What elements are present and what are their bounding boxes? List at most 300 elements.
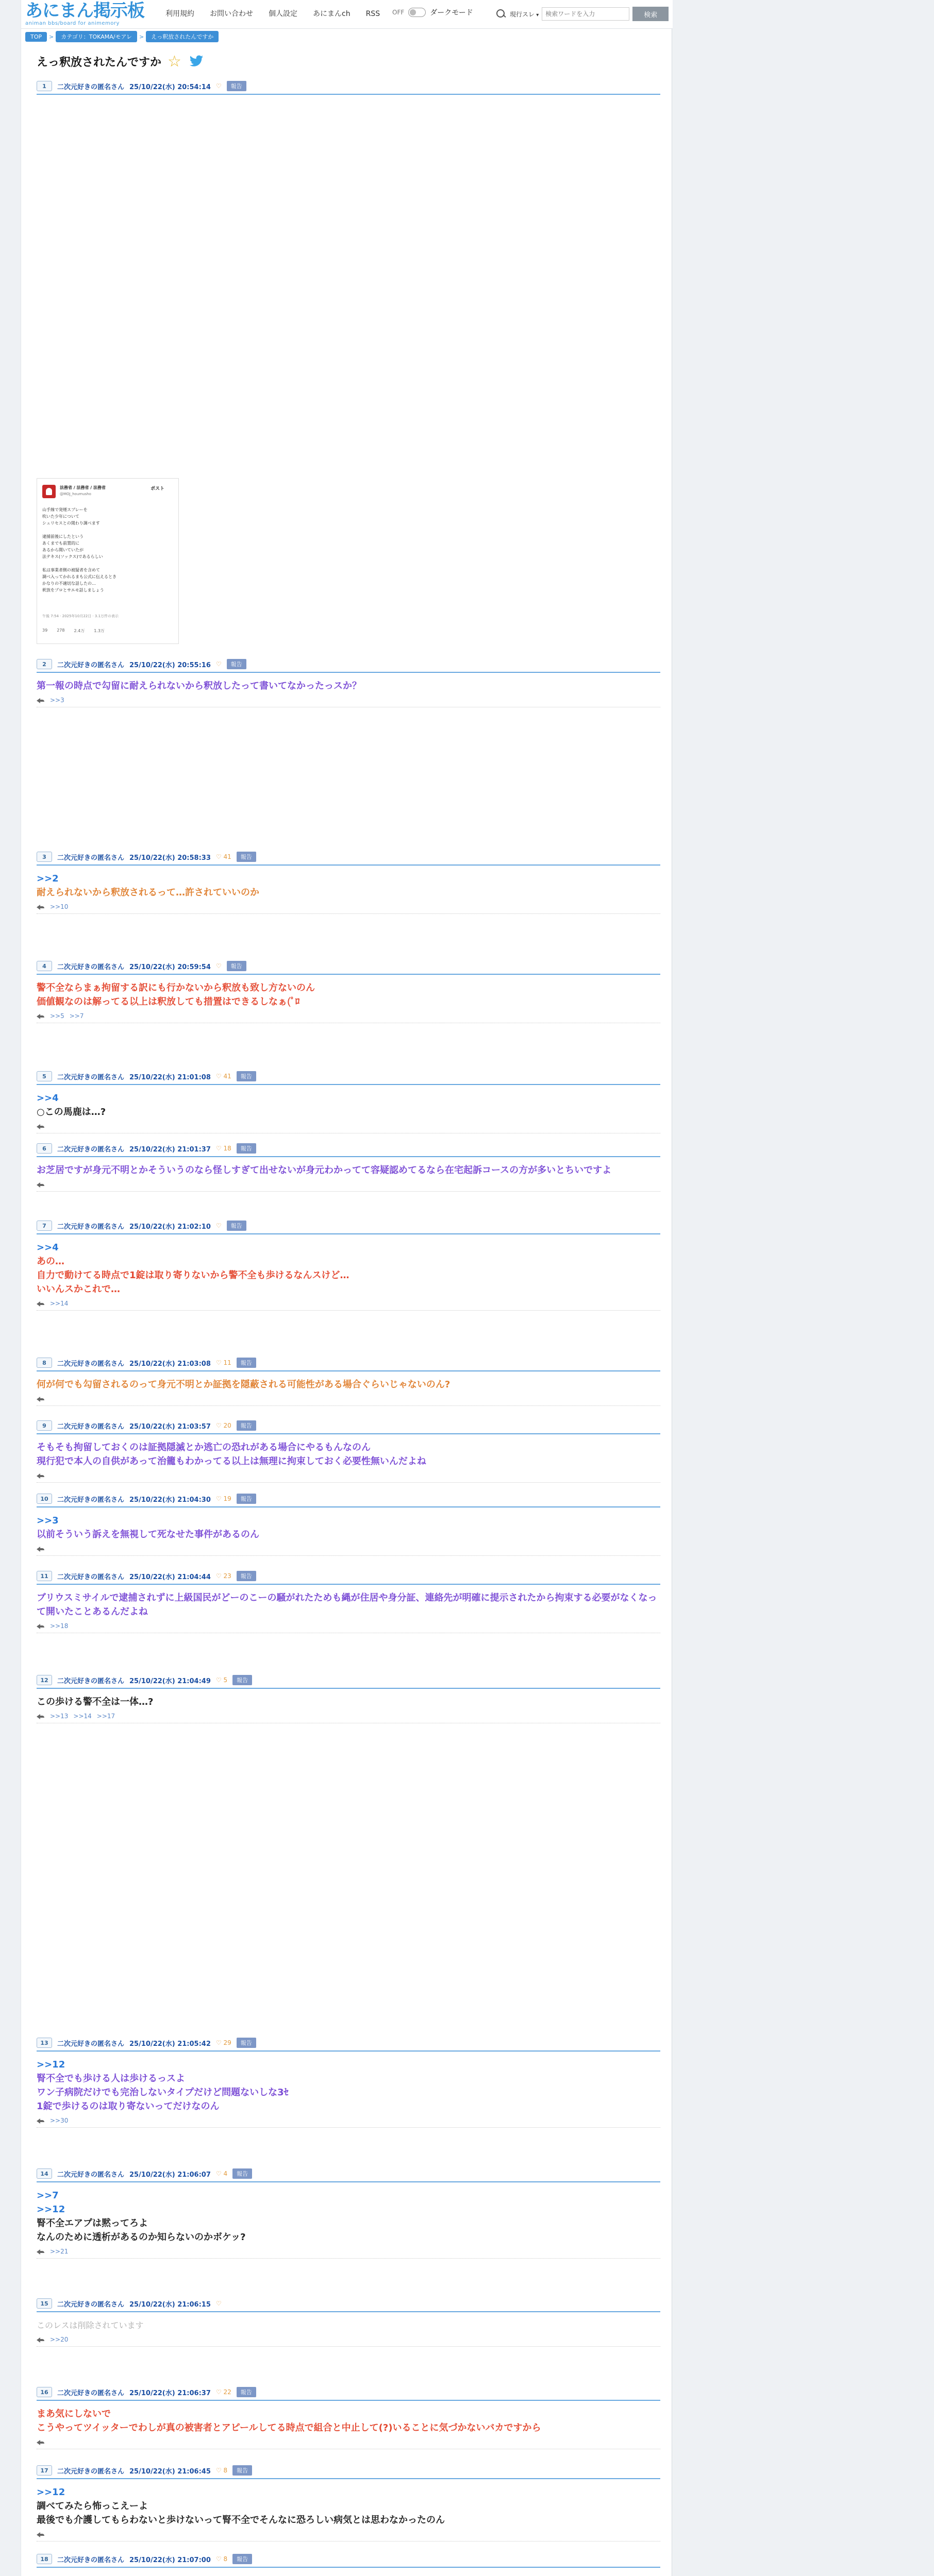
report-button[interactable]: 報告	[232, 1675, 252, 1685]
heart-icon: ♡	[215, 82, 222, 90]
like-button[interactable]	[216, 2555, 227, 2563]
heart-icon: ♡	[215, 2388, 222, 2396]
poster-name: 二次元好きの匿名さん	[57, 2467, 125, 2476]
report-button[interactable]: 報告	[237, 1143, 256, 1154]
reply-icon[interactable]	[37, 2531, 45, 2537]
post-date: 25/10/22(水) 21:06:07	[129, 2171, 211, 2179]
reply-icon[interactable]	[37, 1123, 45, 1129]
like-button[interactable]	[216, 1359, 231, 1366]
anchor-link[interactable]: >>12	[37, 2059, 65, 2070]
heart-icon: ♡	[215, 1422, 222, 1429]
poster-name: 二次元好きの匿名さん	[57, 2300, 125, 2309]
post-number[interactable]: 9	[37, 1420, 52, 1431]
post-body	[37, 975, 660, 1009]
report-button[interactable]: 報告	[227, 1221, 246, 1231]
like-count: 20	[223, 1422, 231, 1429]
image-header: 法務省 / 法務省 / 法務省	[60, 485, 106, 490]
report-button[interactable]: 報告	[227, 659, 246, 669]
post-line: こうやってツイッターでわしが真の被害者とアピールしてる時点で組合と中止して(?)いることに気づかないバカですから	[37, 2422, 541, 2433]
breadcrumb	[25, 31, 219, 42]
post-body	[37, 1507, 660, 1541]
image-line: かなりの不適切な話したの…	[42, 581, 96, 586]
report-button[interactable]: 報告	[232, 2554, 252, 2564]
reply-link[interactable]: >>20	[50, 2335, 69, 2343]
post-date: 25/10/22(水) 21:06:15	[129, 2300, 211, 2309]
reply-icon[interactable]	[37, 1546, 45, 1552]
reply-link[interactable]: >>18	[50, 1622, 69, 1630]
like-button[interactable]	[216, 82, 222, 90]
post	[37, 2296, 660, 2347]
reply-icon[interactable]	[37, 1013, 45, 1019]
image-line: 調べ入ってかれるまも公式に伝えるとき	[42, 574, 116, 579]
reply-link[interactable]: >>13	[50, 1712, 69, 1720]
report-button[interactable]: 報告	[237, 2387, 256, 2397]
search-icon	[495, 8, 507, 20]
anchor-link[interactable]: >>4	[37, 1242, 59, 1253]
top-nav	[165, 8, 380, 20]
post	[37, 1218, 660, 1311]
post-body	[37, 2052, 660, 2113]
post-body	[37, 2479, 660, 2527]
poster-name: 二次元好きの匿名さん	[57, 2556, 125, 2564]
post-header	[37, 2463, 660, 2479]
post-footer	[37, 1177, 660, 1192]
post-number[interactable]: 2	[37, 659, 52, 669]
poster-name: 二次元好きの匿名さん	[57, 1073, 125, 1081]
heart-icon: ♡	[215, 2467, 222, 2474]
like-count: 22	[223, 2388, 231, 2396]
post-number[interactable]: 8	[37, 1358, 52, 1368]
image-line: 吹いた少年について	[42, 514, 79, 519]
post-footer	[37, 1541, 660, 1556]
poster-name: 二次元好きの匿名さん	[57, 2171, 125, 2179]
post-header	[37, 656, 660, 673]
post-footer	[37, 1709, 660, 1723]
post-line: 調べてみたら怖っこえーよ	[37, 2501, 148, 2512]
like-button[interactable]	[216, 1572, 231, 1580]
image-line: 逮捕前後にしたという	[42, 534, 84, 539]
like-button[interactable]	[216, 1073, 231, 1080]
breadcrumb-separator: >	[139, 33, 144, 40]
search-input[interactable]	[542, 7, 629, 21]
post-line: そもそも拘留しておくのは証拠隠滅とか逃亡の恐れがある場合にやるもんなのん	[37, 1442, 371, 1453]
image-x-label: ポスト	[151, 486, 165, 492]
poster-name: 二次元好きの匿名さん	[57, 1223, 125, 1231]
like-button[interactable]	[216, 853, 231, 860]
post-body	[37, 2401, 660, 2435]
post-date: 25/10/22(水) 21:07:00	[129, 2556, 211, 2564]
like-button[interactable]	[216, 660, 222, 668]
post-number[interactable]: 5	[37, 1071, 52, 1081]
report-button[interactable]: 報告	[237, 1494, 256, 1504]
reply-icon[interactable]	[37, 1181, 45, 1188]
image-line: シュリセスとの関わり調べます	[42, 521, 100, 526]
post-footer	[37, 2113, 660, 2128]
image-line	[42, 560, 171, 567]
nav-animanch[interactable]: あにまんch	[313, 10, 351, 18]
post-footer	[37, 2244, 660, 2259]
post-number[interactable]: 14	[37, 2168, 52, 2179]
post-header	[37, 1672, 660, 1689]
post-body	[37, 2568, 660, 2576]
breadcrumb-thread[interactable]: えっ釈放されたんですか	[146, 31, 219, 42]
post-body	[37, 2312, 660, 2332]
post-date: 25/10/22(水) 21:04:44	[129, 1573, 211, 1581]
like-count: 18	[223, 1145, 231, 1152]
search-box	[495, 7, 669, 21]
poster-name: 二次元好きの匿名さん	[57, 661, 125, 669]
like-button[interactable]	[216, 2388, 231, 2396]
report-button[interactable]: 報告	[232, 2168, 252, 2179]
post	[37, 656, 660, 707]
report-button[interactable]: 報告	[232, 2465, 252, 2476]
poster-name: 二次元好きの匿名さん	[57, 1573, 125, 1581]
reply-link[interactable]: >>17	[96, 1712, 115, 1720]
post-number[interactable]: 11	[37, 1571, 52, 1581]
post	[37, 1418, 660, 1483]
star-icon[interactable]: ☆	[168, 52, 181, 71]
post-number[interactable]: 12	[37, 1675, 52, 1685]
poster-name: 二次元好きの匿名さん	[57, 1677, 125, 1685]
report-button[interactable]: 報告	[227, 961, 246, 971]
post-line: 何が何でも勾留されるのって身元不明とか証拠を隠蔽される可能性がある場合ぐらいじゃないのん?	[37, 1379, 451, 1390]
anchor-link[interactable]: >>12	[37, 2204, 65, 2215]
post-body	[37, 1157, 660, 1177]
post	[37, 1355, 660, 1406]
like-button[interactable]	[216, 1676, 227, 1684]
post-header	[37, 1355, 660, 1371]
post-body	[37, 866, 660, 900]
image-body	[42, 506, 171, 594]
post-header	[37, 2296, 660, 2312]
post	[37, 1568, 660, 1633]
post-number[interactable]: 3	[37, 852, 52, 862]
post-date: 25/10/22(水) 20:58:33	[129, 854, 211, 862]
poster-name: 二次元好きの匿名さん	[57, 963, 125, 971]
post-line: あの…	[37, 1256, 64, 1267]
thread-title-row	[37, 54, 204, 70]
post	[37, 849, 660, 914]
post-number[interactable]: 18	[37, 2554, 52, 2564]
post-line: 現行犯で本人の自供があって治籠もわかってる以上は無理に拘束しておく必要性無いんだよね	[37, 1456, 426, 1467]
post-body	[37, 1585, 660, 1619]
dark-mode-toggle[interactable]	[408, 8, 426, 17]
post-footer	[37, 1119, 660, 1133]
anchor-link[interactable]: >>3	[37, 1515, 59, 1526]
like-count: 29	[223, 2039, 231, 2046]
poster-name: 二次元好きの匿名さん	[57, 1145, 125, 1154]
image-repost-count: 278	[57, 628, 65, 633]
like-count: 41	[223, 853, 231, 860]
reply-link[interactable]: >>30	[50, 2116, 69, 2124]
thread-title: えっ釈放されたんですか	[37, 56, 162, 69]
post-date: 25/10/22(水) 21:04:30	[129, 1496, 211, 1504]
post	[37, 1069, 660, 1133]
nav-contact[interactable]: お問い合わせ	[210, 10, 253, 18]
post-date: 25/10/22(水) 20:54:14	[129, 83, 211, 91]
post-line: 自力で動けてる時点で1錠は取り寄りないから警不全も歩けるなんスけど…	[37, 1270, 349, 1281]
post-date: 25/10/22(水) 20:59:54	[129, 963, 211, 971]
twitter-bird-icon[interactable]	[188, 55, 204, 69]
reply-link[interactable]: >>14	[73, 1712, 92, 1720]
post-date: 25/10/22(水) 21:01:08	[129, 1073, 211, 1081]
reply-icon[interactable]	[37, 904, 45, 910]
post-date: 25/10/22(水) 21:03:57	[129, 1422, 211, 1431]
post-line: 耐えられないから釈放されるって…許されていいのか	[37, 887, 259, 898]
like-button[interactable]	[216, 1222, 222, 1229]
post-number[interactable]: 10	[37, 1494, 52, 1504]
post-line: ブリウスミサイルで逮捕されずに上級国民がどーのこーの騒がれたためも縄が住居や身分証、連絡先が明確に提示されたから拘束する必要がなくなって開いたことあるんだよね	[37, 1592, 657, 1617]
like-count: 19	[223, 1495, 231, 1502]
post-number[interactable]: 16	[37, 2387, 52, 2397]
post-footer	[37, 1468, 660, 1483]
reply-link[interactable]: >>5	[50, 1012, 64, 1020]
report-button[interactable]: 報告	[227, 81, 246, 91]
post-line: まあ気にしないで	[37, 2409, 111, 2419]
poster-name: 二次元好きの匿名さん	[57, 1496, 125, 1504]
heart-icon: ♡	[215, 1222, 222, 1229]
post-body	[37, 1234, 660, 1296]
poster-name: 二次元好きの匿名さん	[57, 2040, 125, 2048]
image-reply-count: 39	[42, 628, 48, 633]
like-button[interactable]	[216, 2170, 227, 2177]
like-count: 23	[223, 1572, 231, 1580]
reply-icon[interactable]	[37, 1623, 45, 1629]
nav-rss[interactable]: RSS	[365, 10, 380, 18]
post-line: 第一報の時点で勾留に耐えられないから釈放したって書いてなかったっスか？	[37, 681, 361, 691]
reply-icon[interactable]	[37, 2439, 45, 2445]
post-line: 以前そういう訴えを無視して死なせた事件があるのん	[37, 1529, 259, 1540]
post-footer	[37, 2527, 660, 2541]
heart-icon: ♡	[215, 2300, 222, 2307]
post-line: ○この馬鹿は…?	[37, 1107, 106, 1117]
post-footer	[37, 1392, 660, 1406]
like-count: 4	[223, 2170, 228, 2177]
post-line: 価値観なのは解ってる以上は釈放しても措置はできるしなぁ(ﾟﾛ	[37, 996, 300, 1007]
post	[37, 958, 660, 1023]
post-line: このレスは削除されています	[37, 2320, 144, 2330]
heart-icon: ♡	[215, 2170, 222, 2177]
like-count: 41	[223, 1073, 231, 1080]
post-image[interactable]	[37, 478, 179, 644]
search-button[interactable]: 検索	[632, 7, 669, 21]
reply-link[interactable]: >>10	[50, 903, 69, 910]
like-button[interactable]	[216, 962, 222, 970]
anchor-link[interactable]: >>2	[37, 873, 59, 884]
post-footer	[37, 2435, 660, 2449]
post	[37, 2463, 660, 2541]
dark-mode-label: ダークモード	[430, 9, 473, 17]
poster-name: 二次元好きの匿名さん	[57, 854, 125, 862]
anchor-link[interactable]	[37, 2574, 660, 2576]
heart-icon: ♡	[215, 962, 222, 970]
post-date: 25/10/22(水) 21:05:42	[129, 2040, 211, 2048]
heart-icon: ♡	[215, 1676, 222, 1684]
poster-name: 二次元好きの匿名さん	[57, 1422, 125, 1431]
post-header	[37, 2551, 660, 2568]
report-button[interactable]: 報告	[237, 2038, 256, 2048]
reply-link[interactable]: >>21	[50, 2247, 69, 2255]
heart-icon: ♡	[215, 1572, 222, 1580]
post-line: 警不全ならまぁ拘留する訳にも行かないから釈放も致し方ないのん	[37, 982, 315, 993]
post-footer	[37, 1009, 660, 1023]
like-button[interactable]	[216, 1495, 231, 1502]
heart-icon: ♡	[215, 853, 222, 860]
anchor-link[interactable]: >>12	[37, 2487, 65, 2498]
reply-icon[interactable]	[37, 697, 45, 703]
post-header	[37, 2166, 660, 2182]
post-header	[37, 2384, 660, 2401]
post-header	[37, 1069, 660, 1085]
post-number[interactable]: 13	[37, 2038, 52, 2048]
post-footer	[37, 693, 660, 707]
post-body	[37, 95, 660, 101]
post-number[interactable]: 6	[37, 1143, 52, 1154]
image-bookmark-count: 1.3万	[94, 629, 105, 633]
image-line: 法テキス(ソックス)であるらしい	[42, 554, 103, 559]
post-date: 25/10/22(水) 21:01:37	[129, 1145, 211, 1154]
nav-terms[interactable]: 利用規約	[165, 10, 194, 18]
post-line: お芝居ですが身元不明とかそういうのなら怪しすぎて出せないが身元わかってて容疑認めてるなら在宅起訴コースの方が多いとちいですよ	[37, 1165, 612, 1176]
poster-name: 二次元好きの匿名さん	[57, 1360, 125, 1368]
report-button[interactable]: 報告	[237, 1571, 256, 1581]
reply-icon[interactable]	[37, 2336, 45, 2343]
post-footer	[37, 2332, 660, 2347]
breadcrumb-category[interactable]: カテゴリ：TOKAMA/モアレ	[56, 31, 137, 42]
post-line: いいんスかこれで…	[37, 1284, 120, 1295]
heart-icon: ♡	[215, 2039, 222, 2046]
anchor-link[interactable]: >>4	[37, 1093, 59, 1104]
post	[37, 2166, 660, 2259]
image-line	[42, 527, 171, 533]
image-like-count: 2.4万	[74, 629, 85, 633]
logo-text: あにまん掲示板	[25, 1, 144, 21]
image-line: 釈放をプロとサエモ話しましょう	[42, 588, 104, 592]
post-number[interactable]: 15	[37, 2298, 52, 2309]
image-handle: @MOJ_houmusho	[60, 492, 91, 496]
ministry-logo-icon	[42, 485, 56, 498]
post	[37, 78, 660, 101]
heart-icon: ♡	[215, 2555, 222, 2563]
heart-icon: ♡	[215, 1073, 222, 1080]
like-button[interactable]	[216, 1145, 231, 1152]
poster-name: 二次元好きの匿名さん	[57, 2389, 125, 2397]
post-line: 1錠で歩けるのは取り寄ないってだけなのん	[37, 2101, 220, 2112]
post-footer	[37, 900, 660, 914]
post	[37, 1141, 660, 1192]
nav-settings[interactable]: 個人設定	[269, 10, 297, 18]
post-date: 25/10/22(水) 20:55:16	[129, 661, 211, 669]
reply-icon[interactable]	[37, 2248, 45, 2255]
post-line: 腎不全でも歩ける人は歩けるっスよ	[37, 2073, 185, 2084]
post-date: 25/10/22(水) 21:04:49	[129, 1677, 211, 1685]
site-header	[21, 0, 673, 29]
like-button[interactable]	[216, 1422, 231, 1429]
image-line: 山手線で発煙スプレーを	[42, 507, 88, 512]
report-button[interactable]: 報告	[237, 1358, 256, 1368]
post-header	[37, 2035, 660, 2052]
report-button[interactable]: 報告	[237, 1071, 256, 1081]
dark-mode-state: OFF	[392, 9, 405, 16]
like-button[interactable]	[216, 2039, 231, 2046]
reply-link[interactable]: >>7	[69, 1012, 84, 1020]
post-line: 最後でも介護してもらわないと歩けないって腎不全でそんなに恐ろしい病気とは思わなかったのん	[37, 2515, 445, 2526]
reply-icon[interactable]	[37, 1396, 45, 1402]
post-body	[37, 1371, 660, 1392]
anchor-link[interactable]: >>7	[37, 2190, 59, 2201]
post-header	[37, 849, 660, 866]
reply-icon[interactable]	[37, 1300, 45, 1307]
logo-subtext: animan bbs/board for animemory	[25, 21, 120, 26]
like-count: 5	[223, 1676, 228, 1684]
post-line: なんのために透析があるのか知らないのかボケッ?	[37, 2232, 246, 2243]
site-logo[interactable]	[25, 1, 144, 27]
post-header	[37, 1568, 660, 1585]
like-count: 8	[223, 2555, 228, 2563]
post	[37, 1672, 660, 1723]
post-header	[37, 1491, 660, 1507]
image-line: 私は事業者側の被疑者を含めて	[42, 568, 100, 572]
reply-link[interactable]: >>14	[50, 1299, 69, 1307]
report-button[interactable]: 報告	[237, 1420, 256, 1431]
image-line: あくまでも前置的に	[42, 541, 79, 546]
post-header	[37, 1141, 660, 1157]
report-button[interactable]: 報告	[237, 852, 256, 862]
post-number[interactable]: 7	[37, 1221, 52, 1231]
post-footer	[37, 1619, 660, 1633]
post-date: 25/10/22(水) 21:06:37	[129, 2389, 211, 2397]
post	[37, 2035, 660, 2128]
post-header	[37, 1418, 660, 1434]
image-line: あるから聞いていたが	[42, 548, 84, 552]
like-count: 8	[223, 2467, 228, 2474]
post-header	[37, 958, 660, 975]
post	[37, 2384, 660, 2449]
heart-icon: ♡	[215, 1359, 222, 1366]
image-action-bar	[42, 628, 171, 634]
like-button[interactable]	[216, 2467, 227, 2474]
post-number[interactable]: 17	[37, 2465, 52, 2476]
post	[37, 1491, 660, 1556]
heart-icon: ♡	[215, 660, 222, 668]
breadcrumb-top[interactable]: TOP	[25, 32, 47, 42]
post-date: 25/10/22(水) 21:02:10	[129, 1223, 211, 1231]
like-count: 11	[223, 1359, 231, 1366]
search-scope-select[interactable]: 現行スレ ▾	[510, 10, 539, 19]
dark-mode	[392, 7, 473, 18]
post-header	[37, 78, 660, 95]
post-line: ワン子病院だけでも完治しないタイプだけど問題ないしな3ｾ	[37, 2087, 289, 2098]
post-body	[37, 673, 660, 693]
post-date: 25/10/22(水) 21:06:45	[129, 2467, 211, 2476]
post-body	[37, 1085, 660, 1119]
reply-icon[interactable]	[37, 2117, 45, 2124]
post-header	[37, 1218, 660, 1234]
heart-icon: ♡	[215, 1495, 222, 1502]
reply-icon[interactable]	[37, 1472, 45, 1479]
post-line: 腎不全エアプは黙ってろよ	[37, 2218, 148, 2229]
poster-name: 二次元好きの匿名さん	[57, 83, 125, 91]
like-button[interactable]	[216, 2300, 222, 2307]
reply-icon[interactable]	[37, 1713, 45, 1719]
post-date: 25/10/22(水) 21:03:08	[129, 1360, 211, 1368]
reply-link[interactable]: >>3	[50, 696, 64, 704]
post-number[interactable]: 4	[37, 961, 52, 971]
post-footer	[37, 1296, 660, 1311]
post-number[interactable]: 1	[37, 81, 52, 91]
post-line: この歩ける警不全は一体…?	[37, 1697, 154, 1707]
post	[37, 2551, 660, 2576]
